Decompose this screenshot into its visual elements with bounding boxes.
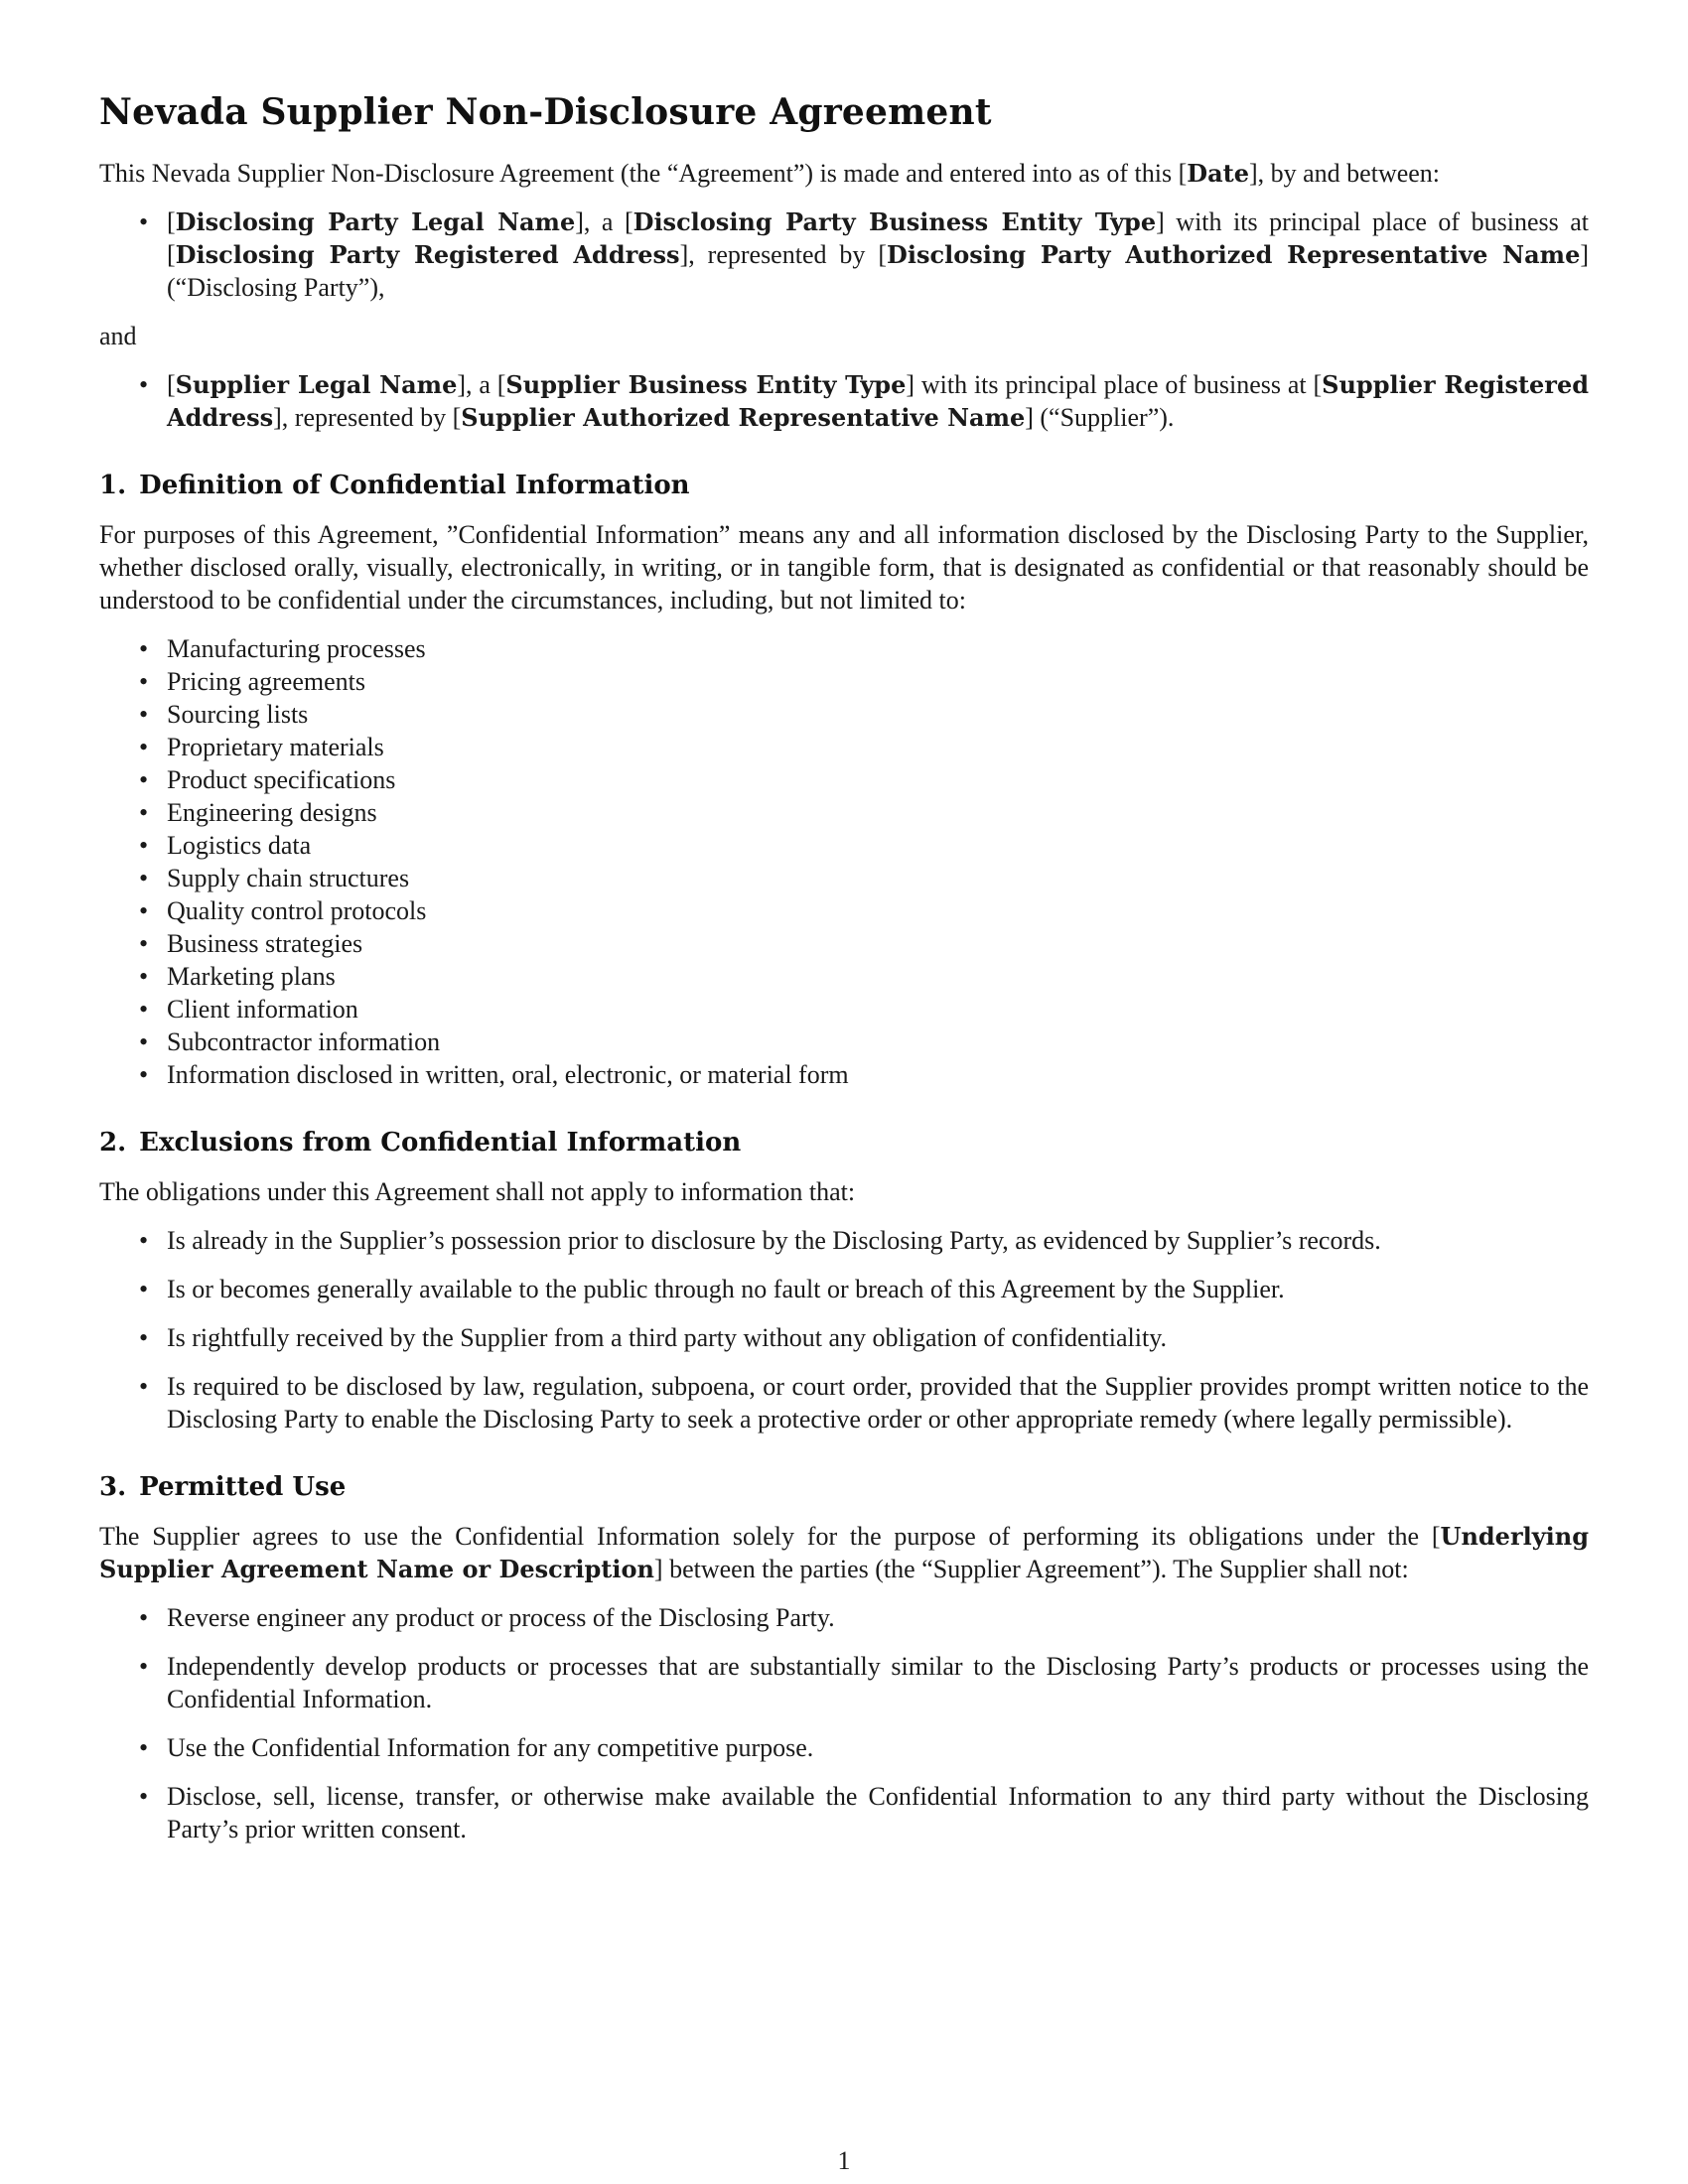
bullet-icon: • <box>139 1060 149 1089</box>
list-item: • Proprietary materials <box>139 733 384 761</box>
bullet-icon: • <box>139 1652 149 1681</box>
bullet-icon: • <box>139 1782 149 1811</box>
disclosing-party-list <box>99 205 1589 304</box>
section-3-body: The Supplier agrees to use the Confidential Information solely for the purpose of performing its obligations under the [Underlying Supplier Agreement Name or Description] between the parties (the “Supplier Agreement”). The Supplier shall not: <box>99 1522 1589 1583</box>
disclosing-legal-name-placeholder: Disclosing Party Legal Name <box>175 207 576 236</box>
bullet-icon: • <box>139 962 149 991</box>
list-item: • Independently develop products or processes that are substantially similar to the Disclosing Party’s products or processes using the Confidential Information. <box>139 1652 1589 1713</box>
exclusions-list <box>99 1224 1589 1435</box>
bullet-icon: • <box>139 1226 149 1255</box>
supplier-entity-type-placeholder: Supplier Business Entity Type <box>505 370 907 399</box>
list-item: • Is already in the Supplier’s possession prior to disclosure by the Disclosing Party, as evidenced by Supplier’s records. <box>139 1226 1381 1255</box>
list-item: • Subcontractor information <box>139 1027 441 1056</box>
and-text: and <box>99 322 137 350</box>
bullet-icon: • <box>139 1275 149 1303</box>
list-item: • Manufacturing processes <box>139 634 426 663</box>
section-2-heading: 2. Exclusions from Confidential Information <box>99 1128 742 1158</box>
bullet-icon: • <box>139 798 149 827</box>
bullet-icon: • <box>139 1372 149 1401</box>
bullet-icon: • <box>139 1603 149 1632</box>
bullet-icon: • <box>139 207 149 236</box>
bullet-icon: • <box>139 831 149 860</box>
list-item: • Disclose, sell, license, transfer, or otherwise make available the Confidential Information to any third party without the Disclosing Party’s prior written consent. <box>139 1782 1589 1843</box>
list-item: • Engineering designs <box>139 798 377 827</box>
document-page <box>99 91 1589 1845</box>
list-item: • Marketing plans <box>139 962 336 991</box>
underlying-agreement-placeholder: Underlying Supplier Agreement Name or Description <box>99 1522 1589 1583</box>
list-item: • Supply chain structures <box>139 864 410 892</box>
supplier-representative-placeholder: Supplier Authorized Representative Name <box>461 403 1026 432</box>
list-item: • Pricing agreements <box>139 667 365 696</box>
disclosing-address-placeholder: Disclosing Party Registered Address <box>175 240 680 269</box>
list-item: • Quality control protocols <box>139 896 427 925</box>
bullet-icon: • <box>139 733 149 761</box>
section-1-body: For purposes of this Agreement, ”Confidential Information” means any and all information disclosed by the Disclosing Party to the Supplier, whether disclosed orally, visually, electronically, in writing, or in tangible form, that is designated as confidential or that reasonably should be understood to be confidential under the circumstances, including, but not limited to: <box>99 520 1589 614</box>
bullet-icon: • <box>139 634 149 663</box>
list-item: • Business strategies <box>139 929 363 958</box>
list-item: • Reverse engineer any product or process of the Disclosing Party. <box>139 1603 835 1632</box>
disclosing-entity-type-placeholder: Disclosing Party Business Entity Type <box>633 207 1157 236</box>
document-title: Nevada Supplier Non-Disclosure Agreement <box>99 91 992 133</box>
date-placeholder: Date <box>1187 159 1249 188</box>
permitted-use-list <box>99 1601 1589 1845</box>
list-item: • Logistics data <box>139 831 312 860</box>
bullet-icon: • <box>139 1027 149 1056</box>
list-item: • Is required to be disclosed by law, regulation, subpoena, or court order, provided that the Supplier provides prompt written notice to the Disclosing Party to enable the Disclosing Party to seek a protective order or other appropriate remedy (where legally permissible). <box>139 1372 1589 1433</box>
bullet-icon: • <box>139 370 149 399</box>
bullet-icon: • <box>139 700 149 729</box>
intro-paragraph: This Nevada Supplier Non-Disclosure Agreement (the “Agreement”) is made and entered into as of this [Date], by and between: <box>99 159 1441 188</box>
section-3-heading: 3. Permitted Use <box>99 1472 347 1502</box>
supplier-party-item: • [Supplier Legal Name], a [Supplier Business Entity Type] with its principal place of business at [Supplier Registered Address], represented by [Supplier Authorized Representative Name] (“Supplier”). <box>139 370 1590 432</box>
list-item: • Use the Confidential Information for any competitive purpose. <box>139 1733 814 1762</box>
section-2-body: The obligations under this Agreement shall not apply to information that: <box>99 1177 856 1206</box>
bullet-icon: • <box>139 896 149 925</box>
list-item: • Is rightfully received by the Supplier from a third party without any obligation of confidentiality. <box>139 1323 1168 1352</box>
page-number: 1 <box>837 2146 851 2175</box>
bullet-icon: • <box>139 667 149 696</box>
bullet-icon: • <box>139 1733 149 1762</box>
list-item: • Is or becomes generally available to the public through no fault or breach of this Agreement by the Supplier. <box>139 1275 1285 1303</box>
list-item: • Information disclosed in written, oral, electronic, or material form <box>139 1060 849 1089</box>
supplier-legal-name-placeholder: Supplier Legal Name <box>175 370 458 399</box>
list-item: • Sourcing lists <box>139 700 309 729</box>
bullet-icon: • <box>139 995 149 1024</box>
disclosing-party-item: • [Disclosing Party Legal Name], a [Disclosing Party Business Entity Type] with its principal place of business at [Disclosing Party Registered Address], represented by [Disclosing Party Authorized Representative Name] (“Disclosing Party”), <box>139 207 1590 302</box>
bullet-icon: • <box>139 864 149 892</box>
list-item: • Product specifications <box>139 765 396 794</box>
bullet-icon: • <box>139 765 149 794</box>
supplier-party-list <box>99 368 1589 434</box>
bullet-icon: • <box>139 1323 149 1352</box>
section-1-heading: 1. Definition of Confidential Information <box>99 471 690 500</box>
bullet-icon: • <box>139 929 149 958</box>
supplier-address-placeholder: Supplier Registered Address <box>167 370 1590 432</box>
list-item: • Client information <box>139 995 358 1024</box>
disclosing-representative-placeholder: Disclosing Party Authorized Representative Name <box>887 240 1581 269</box>
confidential-info-list <box>99 632 1589 1091</box>
